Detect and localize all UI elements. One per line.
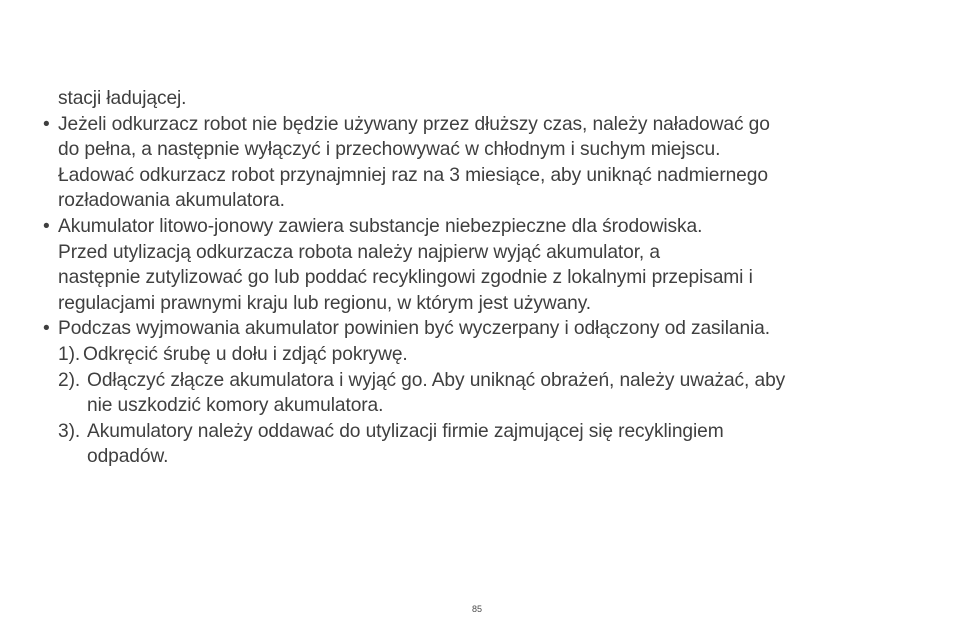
text-line: nie uszkodzić komory akumulatora.: [87, 395, 384, 417]
text-line: regulacjami prawnymi kraju lub regionu, w którym jest używany.: [58, 292, 592, 314]
text-line: Podczas wyjmowania akumulator powinien być wyczerpany i odłączony od zasilania.: [58, 318, 770, 340]
bullet-icon: •: [43, 215, 50, 237]
intro-continuation: [43, 86, 923, 112]
bullet-item-storage: [43, 112, 923, 214]
text-line: Akumulatory należy oddawać do utylizacji firmie zajmującej się recyklingiem: [87, 420, 724, 442]
text-line: następnie zutylizować go lub poddać recyklingowi zgodnie z lokalnymi przepisami i: [58, 267, 753, 289]
text-line: Ładować odkurzacz robot przynajmniej raz na 3 miesiące, aby uniknąć nadmiernego: [58, 164, 768, 186]
step-number: 2).: [58, 369, 81, 391]
step-number: 1).: [58, 343, 81, 365]
text-line: rozładowania akumulatora.: [58, 190, 285, 212]
step-item-1: [43, 342, 923, 368]
text-line: Akumulator litowo-jonowy zawiera substancje niebezpieczne dla środowiska.: [58, 215, 703, 237]
bullet-item-removal: [43, 316, 923, 342]
bullet-icon: •: [43, 113, 50, 135]
text-line: Jeżeli odkurzacz robot nie będzie używany przez dłuższy czas, należy naładować go: [58, 113, 770, 135]
text-line: Odkręcić śrubę u dołu i zdjąć pokrywę.: [83, 343, 408, 365]
page-number: 85: [471, 604, 482, 614]
text-line: Odłączyć złącze akumulatora i wyjąć go. Aby uniknąć obrażeń, należy uważać, aby: [87, 369, 786, 391]
step-item-2: [43, 368, 923, 419]
text-line: stacji ładującej.: [58, 88, 187, 109]
text-line: do pełna, a następnie wyłączyć i przechowywać w chłodnym i suchym miejscu.: [58, 139, 721, 161]
bullet-icon: •: [43, 318, 50, 340]
step-number: 3).: [58, 420, 81, 442]
document-body: [43, 86, 923, 470]
text-line: odpadów.: [87, 446, 169, 468]
step-item-3: [43, 419, 923, 470]
text-line: Przed utylizacją odkurzacza robota należy najpierw wyjąć akumulator, a: [58, 241, 660, 263]
bullet-item-disposal: [43, 214, 923, 316]
